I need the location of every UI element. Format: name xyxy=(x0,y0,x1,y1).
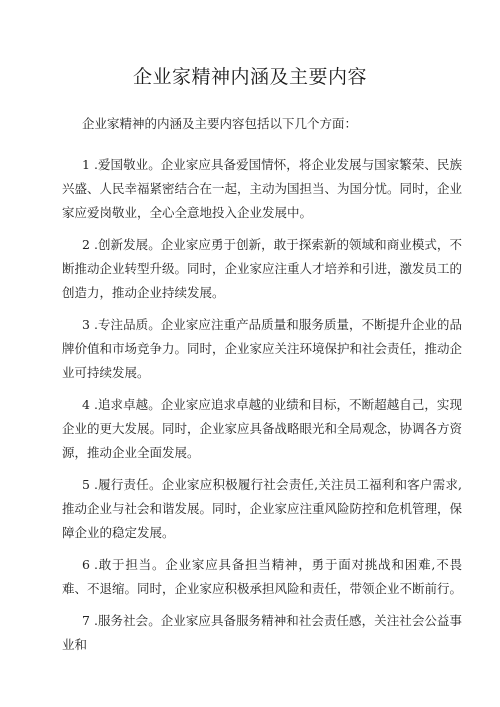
item-text: .敢于担当。企业家应具备担当精神，勇于面对挑战和困难,不畏难、不退缩。同时，企业家应积极承担风险和责任，带领企业不断前行。 xyxy=(62,557,463,596)
item-number: 5 xyxy=(82,477,90,492)
item-number: 3 xyxy=(82,317,90,332)
item-text: .追求卓越。企业家应追求卓越的业绩和目标，不断超越自己，实现企业的更大发展。同时，企业家应具备战略眼光和全局观念，协调各方资源，推动企业全面发展。 xyxy=(62,397,463,460)
item-number: 4 xyxy=(82,397,90,412)
document-body xyxy=(62,115,462,665)
list-item xyxy=(62,553,462,601)
list-item xyxy=(62,313,462,385)
item-number: 7 xyxy=(82,613,90,628)
item-text: .爱国敬业。企业家应具备爱国情怀，将企业发展与国家繁荣、民族兴盛、人民幸福紧密结合在一起，主动为国担当、为国分忧。同时，企业家应爱岗敬业，全心全意地投入企业发展中。 xyxy=(62,157,463,220)
list-item xyxy=(62,393,462,465)
intro-paragraph: 企业家精神的内涵及主要内容包括以下几个方面： xyxy=(82,116,358,131)
list-item xyxy=(62,473,462,545)
item-number: 2 xyxy=(82,237,90,252)
item-number: 6 xyxy=(82,557,90,572)
list-item xyxy=(62,233,462,305)
item-number: 1 xyxy=(82,157,90,172)
item-text: .专注品质。企业家应注重产品质量和服务质量，不断提升企业的品牌价值和市场竞争力。同时，企业家应关注环境保护和社会责任，推动企业可持续发展。 xyxy=(62,317,463,380)
item-text: .履行责任。企业家应积极履行社会责任,关注员工福利和客户需求,推动企业与社会和谐发展。同时，企业家应注重风险防控和危机管理，保障企业的稳定发展。 xyxy=(62,477,463,540)
item-text: .创新发展。企业家应勇于创新，敢于探索新的领域和商业模式，不断推动企业转型升级。同时，企业家应注重人才培养和引进，激发员工的创造力，推动企业持续发展。 xyxy=(62,237,463,300)
list-item xyxy=(62,153,462,225)
item-text: .服务社会。企业家应具备服务精神和社会责任感，关注社会公益事业和 xyxy=(62,613,462,652)
page-title: 企业家精神内涵及主要内容 xyxy=(132,66,367,88)
list-item xyxy=(62,609,462,657)
